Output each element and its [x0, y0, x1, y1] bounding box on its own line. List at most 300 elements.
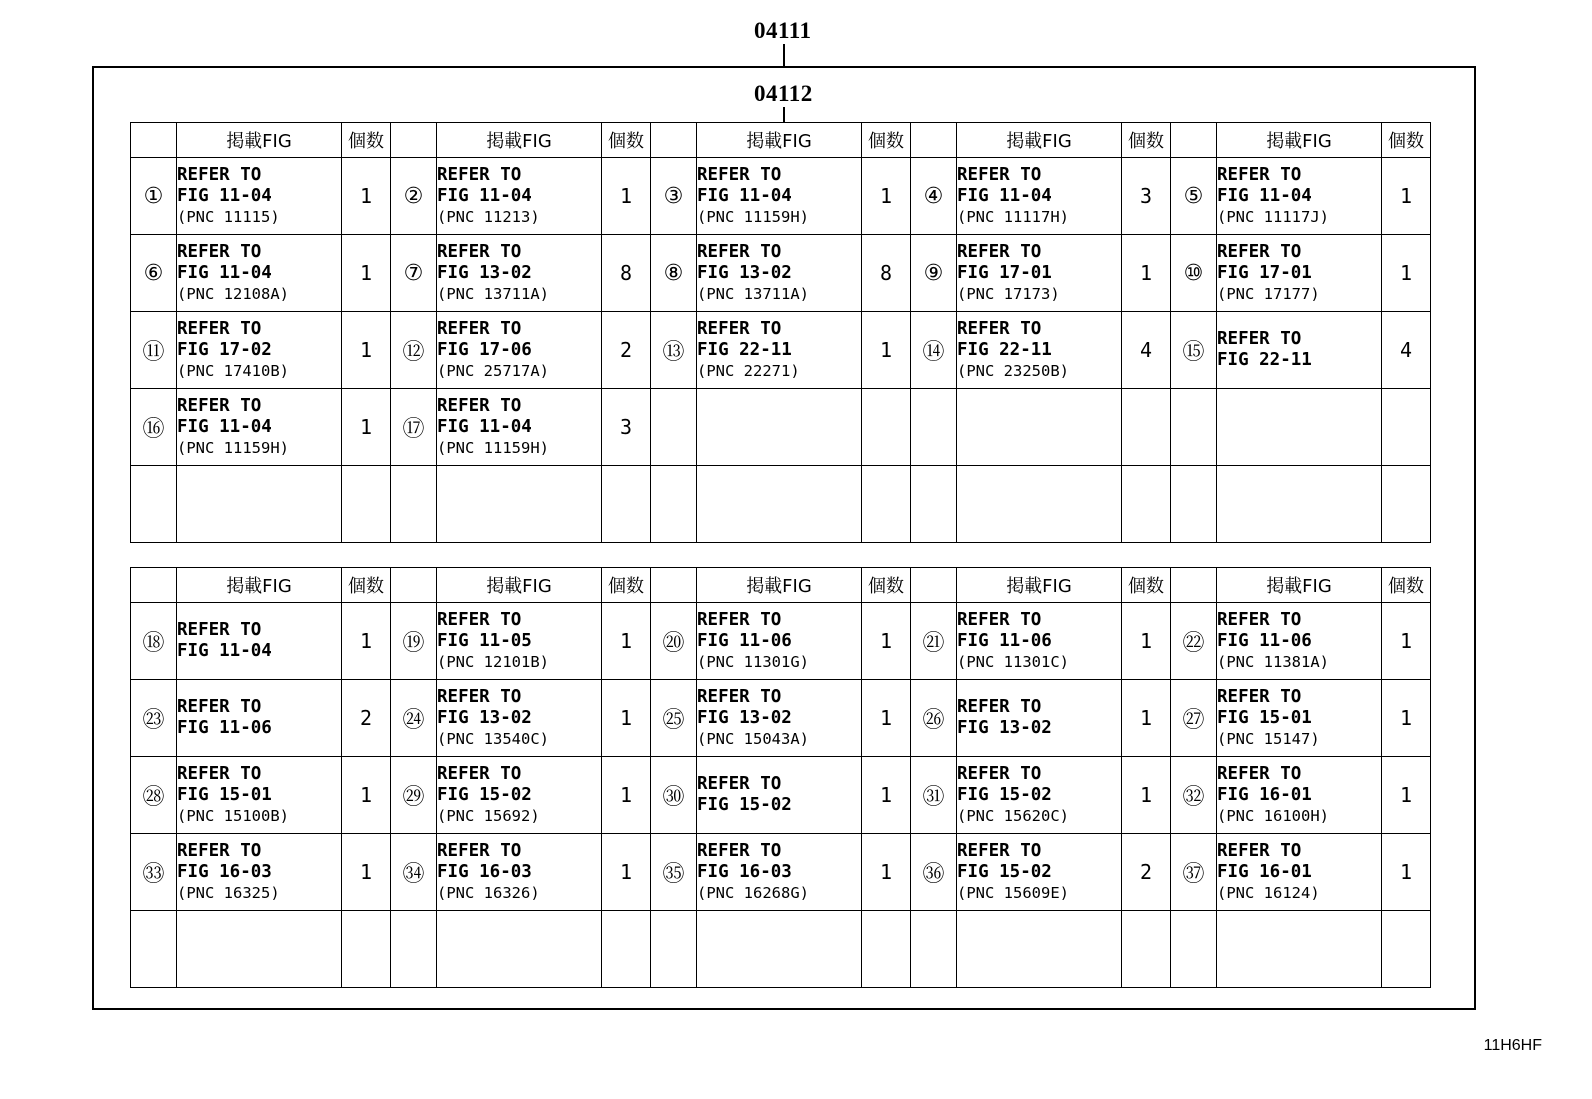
- refer-to-text: REFER TO: [177, 620, 262, 640]
- refer-to-text: REFER TO: [957, 840, 1042, 861]
- figure-reference: [437, 757, 602, 834]
- callout-number: ③: [651, 158, 697, 235]
- callout-number: ㉗: [1171, 680, 1217, 757]
- fig-number: FIG 16-03: [177, 861, 272, 882]
- callout-number: ②: [391, 158, 437, 235]
- figure-reference: [437, 603, 602, 680]
- callout-number: ⑯: [131, 389, 177, 466]
- figure-reference: [1217, 389, 1382, 466]
- quantity: 1: [602, 603, 651, 680]
- reference-table-upper: [130, 122, 1431, 543]
- fig-number: FIG 16-03: [697, 861, 792, 882]
- header-num-cell: [651, 123, 697, 158]
- header-row: [131, 123, 1431, 158]
- pnc-code: (PNC 16268G): [697, 883, 809, 902]
- refer-to-text: REFER TO: [437, 686, 522, 707]
- header-fig: 掲載FIG: [437, 123, 602, 158]
- refer-to-text: REFER TO: [697, 164, 782, 185]
- quantity: 1: [342, 757, 391, 834]
- callout-number: ⑭: [911, 312, 957, 389]
- refer-to-text: REFER TO: [177, 840, 262, 861]
- header-qty: 個数: [862, 123, 911, 158]
- callout-number: ⑱: [131, 603, 177, 680]
- pnc-code: (PNC 13711A): [697, 284, 809, 303]
- pnc-code: (PNC 17177): [1217, 284, 1320, 303]
- figure-reference: [957, 158, 1122, 235]
- header-num-cell: [911, 568, 957, 603]
- pnc-code: (PNC 16124): [1217, 883, 1320, 902]
- callout-number: ⑥: [131, 235, 177, 312]
- header-fig: 掲載FIG: [437, 568, 602, 603]
- figure-reference: [697, 466, 862, 543]
- refer-to-text: REFER TO: [177, 395, 262, 416]
- fig-number: FIG 16-01: [1217, 784, 1312, 805]
- quantity: 1: [342, 158, 391, 235]
- header-qty: 個数: [342, 123, 391, 158]
- table-row: [131, 834, 1431, 911]
- quantity: 1: [862, 757, 911, 834]
- callout-number: [1171, 466, 1217, 543]
- quantity: 2: [1122, 834, 1171, 911]
- fig-number: FIG 15-01: [177, 784, 272, 805]
- figure-reference: [437, 158, 602, 235]
- figure-reference: [1217, 757, 1382, 834]
- pnc-code: (PNC 16100H): [1217, 806, 1329, 825]
- assembly-number-outer: 04111: [754, 18, 812, 43]
- quantity: [1382, 911, 1431, 988]
- refer-to-text: REFER TO: [957, 763, 1042, 784]
- pnc-code: (PNC 11213): [437, 207, 540, 226]
- table-row: [131, 466, 1431, 543]
- callout-number: [651, 389, 697, 466]
- header-fig: 掲載FIG: [177, 123, 342, 158]
- fig-number: FIG 13-02: [437, 262, 532, 283]
- callout-number: [1171, 389, 1217, 466]
- table-row: [131, 158, 1431, 235]
- callout-number: ㉜: [1171, 757, 1217, 834]
- callout-number: ㉚: [651, 757, 697, 834]
- refer-to-text: REFER TO: [1217, 241, 1302, 262]
- quantity: 8: [602, 235, 651, 312]
- figure-reference: [697, 680, 862, 757]
- pnc-code: (PNC 15692): [437, 806, 540, 825]
- quantity: [342, 911, 391, 988]
- fig-number: FIG 17-01: [1217, 262, 1312, 283]
- quantity: 1: [602, 834, 651, 911]
- quantity: 1: [342, 312, 391, 389]
- quantity: 1: [1122, 757, 1171, 834]
- quantity: 3: [602, 389, 651, 466]
- refer-to-text: REFER TO: [1217, 840, 1302, 861]
- header-num-cell: [651, 568, 697, 603]
- figure-reference: [957, 466, 1122, 543]
- pnc-code: (PNC 11381A): [1217, 652, 1329, 671]
- pnc-code: (PNC 11117J): [1217, 207, 1329, 226]
- callout-number: ㉙: [391, 757, 437, 834]
- figure-reference: [1217, 235, 1382, 312]
- quantity: 1: [1382, 680, 1431, 757]
- fig-number: FIG 16-03: [437, 861, 532, 882]
- fig-number: FIG 15-02: [697, 795, 792, 815]
- quantity: [1122, 389, 1171, 466]
- table-row: [131, 603, 1431, 680]
- figure-reference: [437, 466, 602, 543]
- figure-reference: [957, 235, 1122, 312]
- fig-number: FIG 22-11: [697, 339, 792, 360]
- fig-number: FIG 17-01: [957, 262, 1052, 283]
- header-fig: 掲載FIG: [177, 568, 342, 603]
- figure-reference: [957, 911, 1122, 988]
- table-row: [131, 757, 1431, 834]
- callout-number: ㉖: [911, 680, 957, 757]
- refer-to-text: REFER TO: [697, 609, 782, 630]
- table-row: [131, 235, 1431, 312]
- pnc-code: (PNC 15100B): [177, 806, 289, 825]
- figure-reference: [1217, 158, 1382, 235]
- figure-reference: [437, 834, 602, 911]
- quantity: 1: [342, 389, 391, 466]
- fig-number: FIG 11-04: [697, 185, 792, 206]
- refer-to-text: REFER TO: [177, 164, 262, 185]
- header-fig: 掲載FIG: [697, 568, 862, 603]
- callout-number: ㉟: [651, 834, 697, 911]
- callout-number: ⑧: [651, 235, 697, 312]
- refer-to-text: REFER TO: [1217, 763, 1302, 784]
- pnc-code: (PNC 11159H): [437, 438, 549, 457]
- pnc-code: (PNC 13711A): [437, 284, 549, 303]
- refer-to-text: REFER TO: [957, 241, 1042, 262]
- refer-to-text: REFER TO: [697, 774, 782, 794]
- figure-reference: [437, 389, 602, 466]
- pnc-code: (PNC 13540C): [437, 729, 549, 748]
- fig-number: FIG 22-11: [1217, 350, 1312, 370]
- table-row: [131, 911, 1431, 988]
- refer-to-text: REFER TO: [697, 840, 782, 861]
- callout-number: ⑲: [391, 603, 437, 680]
- header-num-cell: [131, 568, 177, 603]
- figure-reference: [957, 834, 1122, 911]
- quantity: 1: [862, 680, 911, 757]
- quantity: 1: [1382, 235, 1431, 312]
- callout-number: ⑨: [911, 235, 957, 312]
- figure-reference: [697, 603, 862, 680]
- pnc-code: (PNC 15147): [1217, 729, 1320, 748]
- fig-number: FIG 13-02: [957, 718, 1052, 738]
- pnc-code: (PNC 16326): [437, 883, 540, 902]
- header-fig: 掲載FIG: [697, 123, 862, 158]
- fig-number: FIG 13-02: [697, 707, 792, 728]
- quantity: [342, 466, 391, 543]
- figure-reference: [177, 158, 342, 235]
- refer-to-text: REFER TO: [957, 164, 1042, 185]
- callout-number: ①: [131, 158, 177, 235]
- quantity: [602, 466, 651, 543]
- callout-number: ㉑: [911, 603, 957, 680]
- pnc-code: (PNC 17173): [957, 284, 1060, 303]
- assembly-number-inner: 04112: [754, 81, 813, 106]
- fig-number: FIG 13-02: [697, 262, 792, 283]
- fig-number: FIG 11-04: [177, 641, 272, 661]
- figure-reference: [957, 603, 1122, 680]
- fig-number: FIG 11-04: [437, 416, 532, 437]
- fig-number: FIG 15-02: [437, 784, 532, 805]
- fig-number: FIG 11-06: [697, 630, 792, 651]
- header-num-cell: [1171, 123, 1217, 158]
- refer-to-text: REFER TO: [177, 318, 262, 339]
- pnc-code: (PNC 17410B): [177, 361, 289, 380]
- figure-reference: [1217, 466, 1382, 543]
- callout-number: [391, 466, 437, 543]
- refer-to-text: REFER TO: [437, 840, 522, 861]
- pnc-code: (PNC 12101B): [437, 652, 549, 671]
- figure-reference: [1217, 834, 1382, 911]
- quantity: 1: [1382, 158, 1431, 235]
- figure-reference: [177, 834, 342, 911]
- header-qty: 個数: [602, 123, 651, 158]
- fig-number: FIG 11-05: [437, 630, 532, 651]
- quantity: 1: [342, 834, 391, 911]
- quantity: 1: [1122, 603, 1171, 680]
- callout-number: ⑫: [391, 312, 437, 389]
- figure-reference: [1217, 603, 1382, 680]
- refer-to-text: REFER TO: [957, 318, 1042, 339]
- quantity: 2: [602, 312, 651, 389]
- header-qty: 個数: [862, 568, 911, 603]
- figure-reference: [697, 389, 862, 466]
- fig-number: FIG 16-01: [1217, 861, 1312, 882]
- callout-number: ⑬: [651, 312, 697, 389]
- fig-number: FIG 11-04: [437, 185, 532, 206]
- header-num-cell: [1171, 568, 1217, 603]
- header-qty: 個数: [602, 568, 651, 603]
- fig-number: FIG 17-02: [177, 339, 272, 360]
- refer-to-text: REFER TO: [437, 164, 522, 185]
- pnc-code: (PNC 15043A): [697, 729, 809, 748]
- pnc-code: (PNC 23250B): [957, 361, 1069, 380]
- refer-to-text: REFER TO: [177, 241, 262, 262]
- callout-number: ㊱: [911, 834, 957, 911]
- figure-reference: [177, 389, 342, 466]
- refer-to-text: REFER TO: [177, 697, 262, 717]
- figure-reference: [957, 312, 1122, 389]
- callout-number: ⑩: [1171, 235, 1217, 312]
- figure-reference: [697, 911, 862, 988]
- figure-reference: [437, 911, 602, 988]
- callout-number: [911, 389, 957, 466]
- leader-line-outer: [783, 44, 785, 66]
- quantity: 4: [1382, 312, 1431, 389]
- figure-reference: [177, 466, 342, 543]
- callout-number: ㉕: [651, 680, 697, 757]
- fig-number: FIG 11-04: [177, 416, 272, 437]
- header-qty: 個数: [1382, 123, 1431, 158]
- header-qty: 個数: [1382, 568, 1431, 603]
- figure-reference: [437, 312, 602, 389]
- refer-to-text: REFER TO: [177, 763, 262, 784]
- header-num-cell: [911, 123, 957, 158]
- header-fig: 掲載FIG: [957, 568, 1122, 603]
- pnc-code: (PNC 11301G): [697, 652, 809, 671]
- header-fig: 掲載FIG: [1217, 123, 1382, 158]
- callout-number: [131, 911, 177, 988]
- header-num-cell: [391, 568, 437, 603]
- quantity: 1: [602, 757, 651, 834]
- fig-number: FIG 11-06: [957, 630, 1052, 651]
- quantity: 1: [342, 603, 391, 680]
- refer-to-text: REFER TO: [437, 763, 522, 784]
- fig-number: FIG 11-04: [177, 185, 272, 206]
- fig-number: FIG 11-06: [1217, 630, 1312, 651]
- refer-to-text: REFER TO: [1217, 686, 1302, 707]
- illustration-code: 11H6HF: [1483, 1037, 1542, 1054]
- callout-number: ㉘: [131, 757, 177, 834]
- fig-number: FIG 15-02: [957, 861, 1052, 882]
- pnc-code: (PNC 11301C): [957, 652, 1069, 671]
- callout-number: [391, 911, 437, 988]
- callout-number: [911, 911, 957, 988]
- refer-to-text: REFER TO: [957, 609, 1042, 630]
- callout-number: ㉝: [131, 834, 177, 911]
- callout-number: ㉒: [1171, 603, 1217, 680]
- quantity: [862, 389, 911, 466]
- figure-reference: [177, 911, 342, 988]
- callout-number: ⑮: [1171, 312, 1217, 389]
- figure-reference: [177, 235, 342, 312]
- figure-reference: [1217, 680, 1382, 757]
- pnc-code: (PNC 11115): [177, 207, 280, 226]
- refer-to-text: REFER TO: [957, 697, 1042, 717]
- header-row: [131, 568, 1431, 603]
- leader-line-inner: [783, 107, 785, 123]
- quantity: 1: [1122, 680, 1171, 757]
- quantity: [862, 466, 911, 543]
- fig-number: FIG 22-11: [957, 339, 1052, 360]
- quantity: 4: [1122, 312, 1171, 389]
- pnc-code: (PNC 15620C): [957, 806, 1069, 825]
- figure-reference: [177, 312, 342, 389]
- quantity: [1382, 466, 1431, 543]
- table-row: [131, 680, 1431, 757]
- figure-reference: [177, 757, 342, 834]
- fig-number: FIG 11-06: [177, 718, 272, 738]
- table-row: [131, 389, 1431, 466]
- quantity: [1382, 389, 1431, 466]
- header-qty: 個数: [1122, 568, 1171, 603]
- callout-number: ⑳: [651, 603, 697, 680]
- callout-number: [1171, 911, 1217, 988]
- figure-reference: [177, 680, 342, 757]
- refer-to-text: REFER TO: [437, 395, 522, 416]
- quantity: 1: [602, 158, 651, 235]
- fig-number: FIG 11-04: [957, 185, 1052, 206]
- quantity: 1: [1382, 603, 1431, 680]
- header-qty: 個数: [342, 568, 391, 603]
- quantity: 1: [862, 312, 911, 389]
- fig-number: FIG 13-02: [437, 707, 532, 728]
- quantity: 1: [1382, 834, 1431, 911]
- refer-to-text: REFER TO: [1217, 164, 1302, 185]
- callout-number: [651, 466, 697, 543]
- pnc-code: (PNC 11159H): [177, 438, 289, 457]
- figure-reference: [1217, 911, 1382, 988]
- callout-number: ㉓: [131, 680, 177, 757]
- quantity: [1122, 911, 1171, 988]
- figure-reference: [697, 158, 862, 235]
- refer-to-text: REFER TO: [1217, 329, 1302, 349]
- header-num-cell: [391, 123, 437, 158]
- quantity: 1: [862, 158, 911, 235]
- callout-number: [651, 911, 697, 988]
- figure-reference: [177, 603, 342, 680]
- pnc-code: (PNC 12108A): [177, 284, 289, 303]
- figure-reference: [697, 312, 862, 389]
- figure-reference: [697, 235, 862, 312]
- callout-number: ⑪: [131, 312, 177, 389]
- refer-to-text: REFER TO: [697, 318, 782, 339]
- fig-number: FIG 11-04: [177, 262, 272, 283]
- callout-number: [911, 466, 957, 543]
- figure-reference: [957, 757, 1122, 834]
- callout-number: ㊲: [1171, 834, 1217, 911]
- refer-to-text: REFER TO: [437, 241, 522, 262]
- figure-reference: [697, 757, 862, 834]
- quantity: 2: [342, 680, 391, 757]
- pnc-code: (PNC 16325): [177, 883, 280, 902]
- reference-table-lower: [130, 567, 1431, 988]
- quantity: 1: [862, 834, 911, 911]
- quantity: [862, 911, 911, 988]
- callout-number: ⑦: [391, 235, 437, 312]
- callout-number: ㉛: [911, 757, 957, 834]
- refer-to-text: REFER TO: [697, 241, 782, 262]
- quantity: 1: [602, 680, 651, 757]
- header-qty: 個数: [1122, 123, 1171, 158]
- fig-number: FIG 15-01: [1217, 707, 1312, 728]
- quantity: 1: [342, 235, 391, 312]
- figure-reference: [957, 680, 1122, 757]
- header-fig: 掲載FIG: [957, 123, 1122, 158]
- pnc-code: (PNC 11159H): [697, 207, 809, 226]
- callout-number: ④: [911, 158, 957, 235]
- quantity: [602, 911, 651, 988]
- figure-reference: [437, 235, 602, 312]
- header-num-cell: [131, 123, 177, 158]
- figure-reference: [957, 389, 1122, 466]
- refer-to-text: REFER TO: [697, 686, 782, 707]
- figure-reference: [437, 680, 602, 757]
- table-row: [131, 312, 1431, 389]
- fig-number: FIG 15-02: [957, 784, 1052, 805]
- quantity: 8: [862, 235, 911, 312]
- quantity: 1: [1382, 757, 1431, 834]
- figure-reference: [1217, 312, 1382, 389]
- header-fig: 掲載FIG: [1217, 568, 1382, 603]
- callout-number: ⑤: [1171, 158, 1217, 235]
- pnc-code: (PNC 22271): [697, 361, 800, 380]
- quantity: [1122, 466, 1171, 543]
- fig-number: FIG 17-06: [437, 339, 532, 360]
- refer-to-text: REFER TO: [437, 609, 522, 630]
- callout-number: ㉔: [391, 680, 437, 757]
- fig-number: FIG 11-04: [1217, 185, 1312, 206]
- pnc-code: (PNC 11117H): [957, 207, 1069, 226]
- callout-number: [131, 466, 177, 543]
- refer-to-text: REFER TO: [437, 318, 522, 339]
- callout-number: ⑰: [391, 389, 437, 466]
- pnc-code: (PNC 15609E): [957, 883, 1069, 902]
- refer-to-text: REFER TO: [1217, 609, 1302, 630]
- quantity: 1: [1122, 235, 1171, 312]
